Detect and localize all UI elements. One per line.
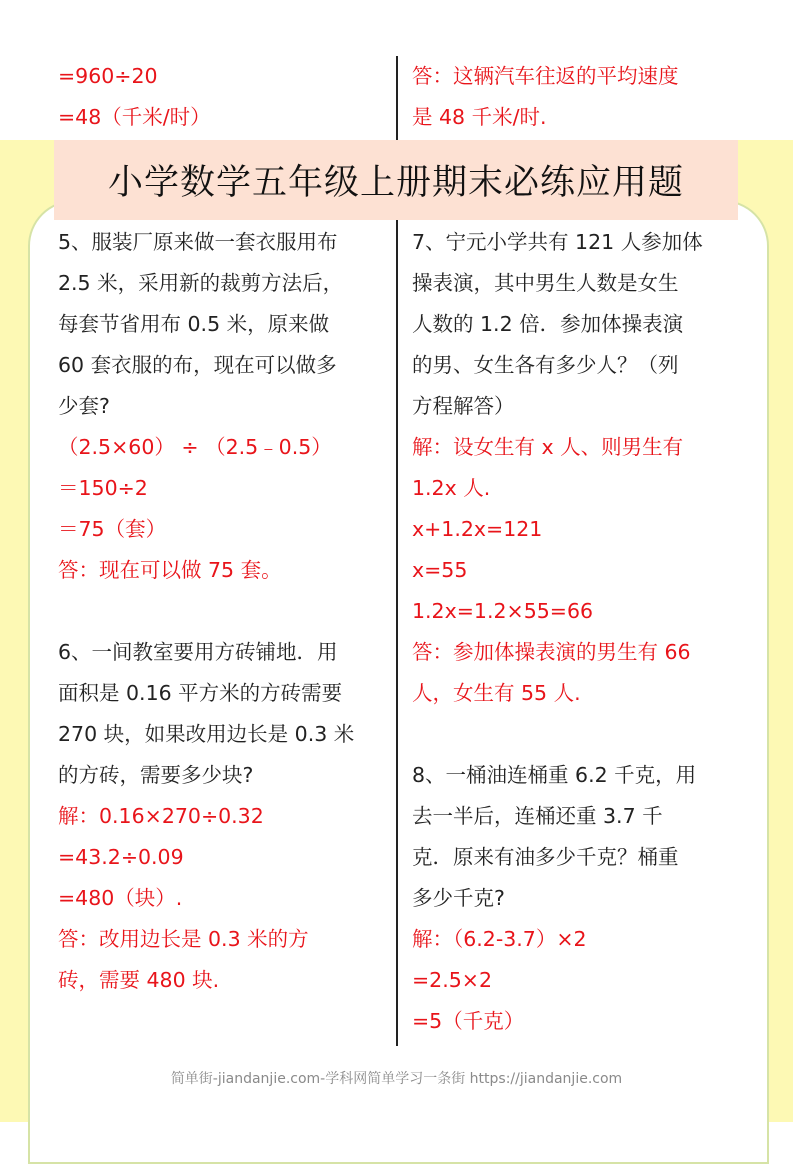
solution-line: x+1.2x=121 — [412, 517, 543, 541]
top-right-continuation — [412, 56, 742, 138]
solution-line: 1.2x 人. — [412, 476, 491, 500]
spacer — [412, 714, 742, 755]
title-banner — [54, 140, 738, 220]
question-line: 7、宁元小学共有 121 人参加体 — [412, 230, 703, 254]
text-line: 答：这辆汽车往返的平均速度 — [412, 64, 679, 88]
question-line: 面积是 0.16 平方米的方砖需要 — [58, 681, 343, 705]
right-column — [412, 222, 742, 1042]
question-8 — [412, 755, 742, 1042]
left-column — [58, 222, 384, 1001]
question-line: 方程解答） — [412, 394, 515, 418]
solution-line: 答：改用边长是 0.3 米的方 — [58, 927, 309, 951]
question-line: 2.5 米，采用新的裁剪方法后， — [58, 271, 344, 295]
question-line: 6、一间教室要用方砖铺地．用 — [58, 640, 338, 664]
question-line: 多少千克? — [412, 886, 505, 910]
solution-line: x=55 — [412, 558, 468, 582]
page-title: 小学数学五年级上册期末必练应用题 — [107, 163, 684, 203]
solution-line: =5（千克） — [412, 1009, 525, 1033]
text-line: 是 48 千米/时. — [412, 105, 547, 129]
solution-line: 1.2x=1.2×55=66 — [412, 599, 594, 623]
question-7 — [412, 222, 742, 714]
solution-line: ＝150÷2 — [58, 476, 148, 500]
solution-line: 人，女生有 55 人. — [412, 681, 581, 705]
text-line: =960÷20 — [58, 64, 158, 88]
solution-line: 解：（6.2-3.7）×2 — [412, 927, 587, 951]
solution-line: ＝75（套） — [58, 517, 167, 541]
solution-line: =480（块）. — [58, 886, 183, 910]
page-footer: 简单街-jiandanjie.com-学科网简单学习一条街 https://jiandanjie.com — [170, 1071, 623, 1087]
solution-line: =43.2÷0.09 — [58, 845, 184, 869]
question-line: 的男、女生各有多少人？（列 — [412, 353, 679, 377]
question-line: 5、服装厂原来做一套衣服用布 — [58, 230, 338, 254]
question-line: 少套? — [58, 394, 110, 418]
text-line: =48（千米/时） — [58, 105, 211, 129]
solution-line: =2.5×2 — [412, 968, 492, 992]
spacer — [58, 591, 384, 632]
solution-line: 砖，需要 480 块. — [58, 968, 220, 992]
question-line: 每套节省用布 0.5 米，原来做 — [58, 312, 330, 336]
question-6 — [58, 632, 384, 1001]
question-line: 270 块，如果改用边长是 0.3 米 — [58, 722, 355, 746]
question-line: 克．原来有油多少千克？桶重 — [412, 845, 679, 869]
solution-line: 答：现在可以做 75 套。 — [58, 558, 282, 582]
question-5 — [58, 222, 384, 591]
question-line: 人数的 1.2 倍．参加体操表演 — [412, 312, 684, 336]
solution-line: 解：0.16×270÷0.32 — [58, 804, 264, 828]
question-line: 的方砖，需要多少块? — [58, 763, 254, 787]
solution-line: 解：设女生有 x 人、则男生有 — [412, 435, 684, 459]
question-line: 8、一桶油连桶重 6.2 千克，用 — [412, 763, 697, 787]
solution-line: 答：参加体操表演的男生有 66 — [412, 640, 691, 664]
question-line: 操表演，其中男生人数是女生 — [412, 271, 679, 295]
question-line: 去一半后，连桶还重 3.7 千 — [412, 804, 663, 828]
top-left-continuation — [58, 56, 384, 138]
solution-line: （2.5×60） ÷ （2.5﹣0.5） — [58, 435, 332, 459]
question-line: 60 套衣服的布，现在可以做多 — [58, 353, 337, 377]
